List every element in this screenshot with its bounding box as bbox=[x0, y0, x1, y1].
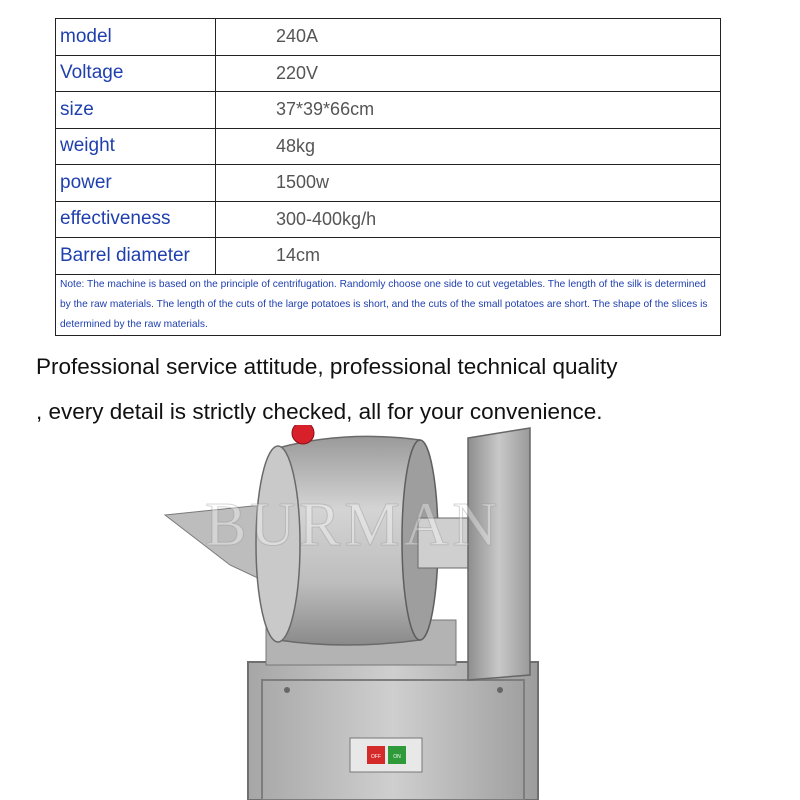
spec-label: Barrel diameter bbox=[56, 238, 216, 275]
spec-value: 14cm bbox=[216, 238, 721, 275]
spec-label: model bbox=[56, 19, 216, 56]
spec-row-barrel-diameter bbox=[56, 238, 721, 275]
spec-row-power bbox=[56, 165, 721, 202]
spec-row-model bbox=[56, 19, 721, 56]
spec-label: weight bbox=[56, 128, 216, 165]
spec-row-size bbox=[56, 92, 721, 129]
on-switch-label: ON bbox=[393, 754, 401, 760]
spec-label: power bbox=[56, 165, 216, 202]
watermark: BURMAN bbox=[205, 491, 502, 559]
spec-row-weight bbox=[56, 128, 721, 165]
spec-label: effectiveness bbox=[56, 201, 216, 238]
spec-value: 220V bbox=[216, 55, 721, 92]
spec-value: 300-400kg/h bbox=[216, 201, 721, 238]
machine-photo bbox=[0, 425, 800, 800]
spec-value: 1500w bbox=[216, 165, 721, 202]
note-row bbox=[56, 274, 721, 335]
tagline-line-1: Professional service attitude, professional technical quality bbox=[36, 354, 618, 379]
off-switch-label: OFF bbox=[371, 754, 381, 760]
spec-row-voltage bbox=[56, 55, 721, 92]
spec-value: 240A bbox=[216, 19, 721, 56]
spec-label: Voltage bbox=[56, 55, 216, 92]
spec-value: 37*39*66cm bbox=[216, 92, 721, 129]
tagline-line-2: , every detail is strictly checked, all for your convenience. bbox=[36, 399, 603, 424]
base-cabinet bbox=[248, 662, 538, 800]
note-text: Note: The machine is based on the principle of centrifugation. Randomly choose one side to cut vegetables. The length of the silk is determined by the raw materials. The length of the cuts of the large potatoes is short, and the cuts of the small potatoes are short. The shape of the slices is determined by the raw materials. bbox=[56, 274, 721, 335]
switch-box bbox=[350, 738, 422, 772]
spec-value: 48kg bbox=[216, 128, 721, 165]
red-knob bbox=[292, 425, 314, 444]
spec-table bbox=[55, 18, 721, 336]
spec-label: size bbox=[56, 92, 216, 129]
spec-row-effectiveness bbox=[56, 201, 721, 238]
